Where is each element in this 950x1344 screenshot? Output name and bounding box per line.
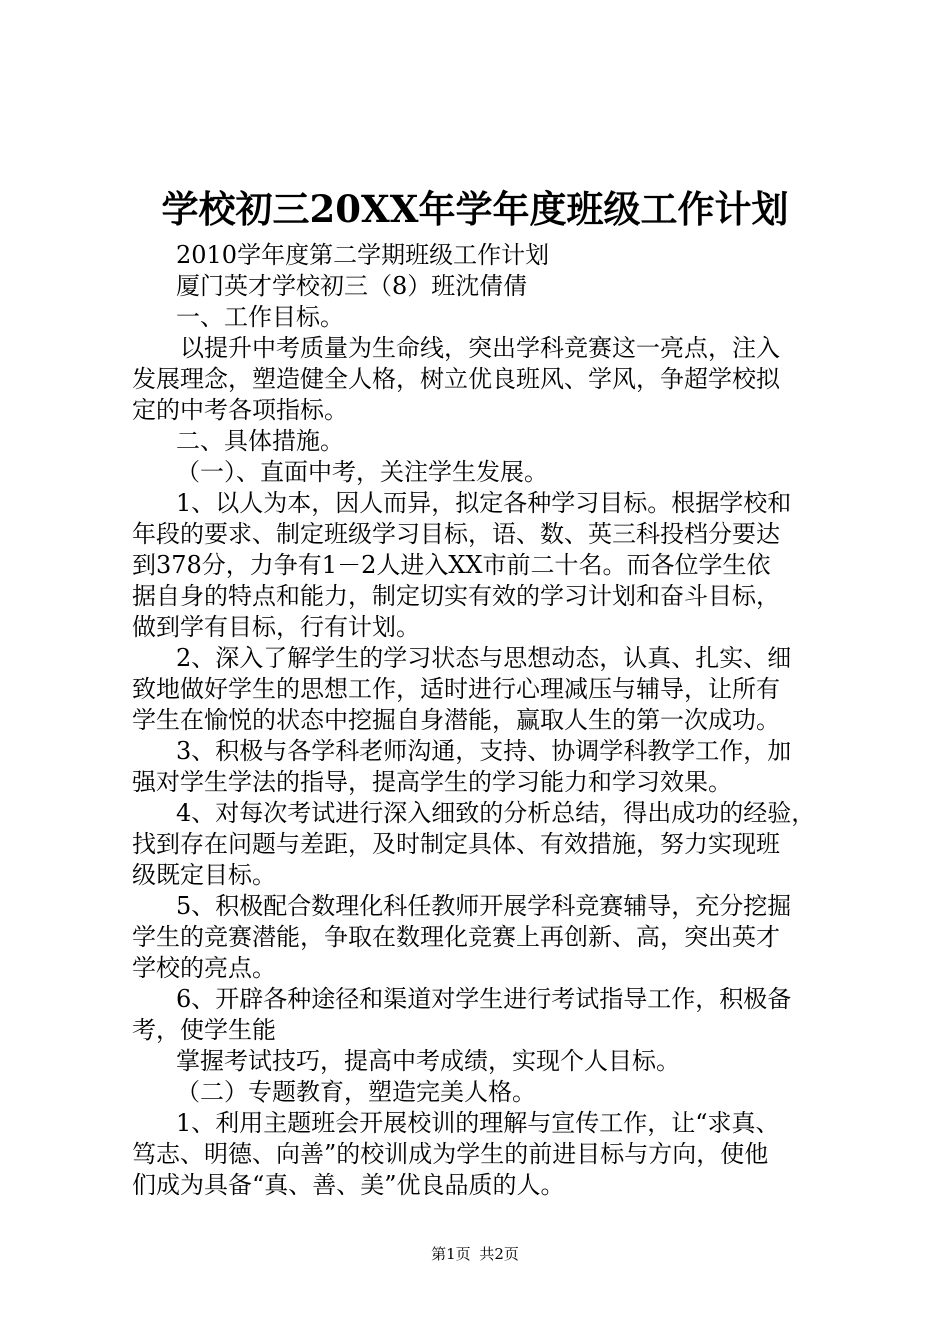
body-line: 2010学年度第二学期班级工作计划 bbox=[176, 241, 550, 269]
body-line: 学生的竞赛潜能，争取在数理化竞赛上再创新、高，突出英才 bbox=[132, 923, 780, 951]
body-line: 发展理念，塑造健全人格，树立优良班风、学风，争超学校拟 bbox=[132, 365, 780, 393]
body-line: 到378分，力争有1－2人进入XX市前二十名。而各位学生依 bbox=[132, 551, 771, 579]
body-line: 学校的亮点。 bbox=[132, 954, 276, 982]
body-line: 3、积极与各学科老师沟通，支持、协调学科教学工作，加 bbox=[176, 737, 792, 765]
body-line: 定的中考各项指标。 bbox=[132, 396, 348, 424]
document-title: 学校初三20XX年学年度班级工作计划 bbox=[161, 187, 789, 231]
body-line: 4、对每次考试进行深入细致的分析总结，得出成功的经验， bbox=[176, 799, 816, 827]
body-line: （二）专题教育，塑造完美人格。 bbox=[176, 1078, 536, 1106]
body-line: 笃志、明德、向善”的校训成为学生的前进目标与方向，使他 bbox=[132, 1140, 769, 1168]
page-number-current: 第1页 bbox=[431, 1245, 471, 1263]
body-line: 年段的要求、制定班级学习目标，语、数、英三科投档分要达 bbox=[132, 520, 780, 548]
body-line: 级既定目标。 bbox=[132, 861, 276, 889]
document-body bbox=[132, 240, 832, 1201]
body-line: 找到存在问题与差距，及时制定具体、有效措施，努力实现班 bbox=[132, 830, 780, 858]
body-line: 据自身的特点和能力，制定切实有效的学习计划和奋斗目标， bbox=[132, 582, 780, 610]
body-line: 厦门英才学校初三（8）班沈倩倩 bbox=[176, 272, 528, 300]
body-line: 2、深入了解学生的学习状态与思想动态，认真、扎实、细 bbox=[176, 644, 792, 672]
body-line: 6、开辟各种途径和渠道对学生进行考试指导工作，积极备 bbox=[176, 985, 792, 1013]
body-line: 二、具体措施。 bbox=[176, 427, 344, 455]
body-line: 一、工作目标。 bbox=[176, 303, 344, 331]
body-line: 以提升中考质量为生命线，突出学科竞赛这一亮点，注入 bbox=[180, 334, 780, 362]
body-line: 做到学有目标，行有计划。 bbox=[132, 613, 420, 641]
body-line: 致地做好学生的思想工作，适时进行心理减压与辅导，让所有 bbox=[132, 675, 780, 703]
body-line: 们成为具备“真、善、美”优良品质的人。 bbox=[132, 1171, 565, 1199]
page-footer bbox=[0, 1244, 950, 1264]
body-line: 1、利用主题班会开展校训的理解与宣传工作，让“求真、 bbox=[176, 1109, 780, 1137]
body-line: 学生在愉悦的状态中挖掘自身潜能，赢取人生的第一次成功。 bbox=[132, 706, 780, 734]
body-line: 掌握考试技巧，提高中考成绩，实现个人目标。 bbox=[176, 1047, 680, 1075]
body-line: 考，使学生能 bbox=[132, 1016, 276, 1044]
body-line: 强对学生学法的指导，提高学生的学习能力和学习效果。 bbox=[132, 768, 732, 796]
body-line: 1、以人为本，因人而异，拟定各种学习目标。根据学校和 bbox=[176, 489, 792, 517]
page-number-total: 共2页 bbox=[479, 1245, 519, 1263]
body-line: 5、积极配合数理化科任教师开展学科竞赛辅导，充分挖掘 bbox=[176, 892, 792, 920]
body-line: （一）、直面中考，关注学生发展。 bbox=[176, 458, 548, 486]
